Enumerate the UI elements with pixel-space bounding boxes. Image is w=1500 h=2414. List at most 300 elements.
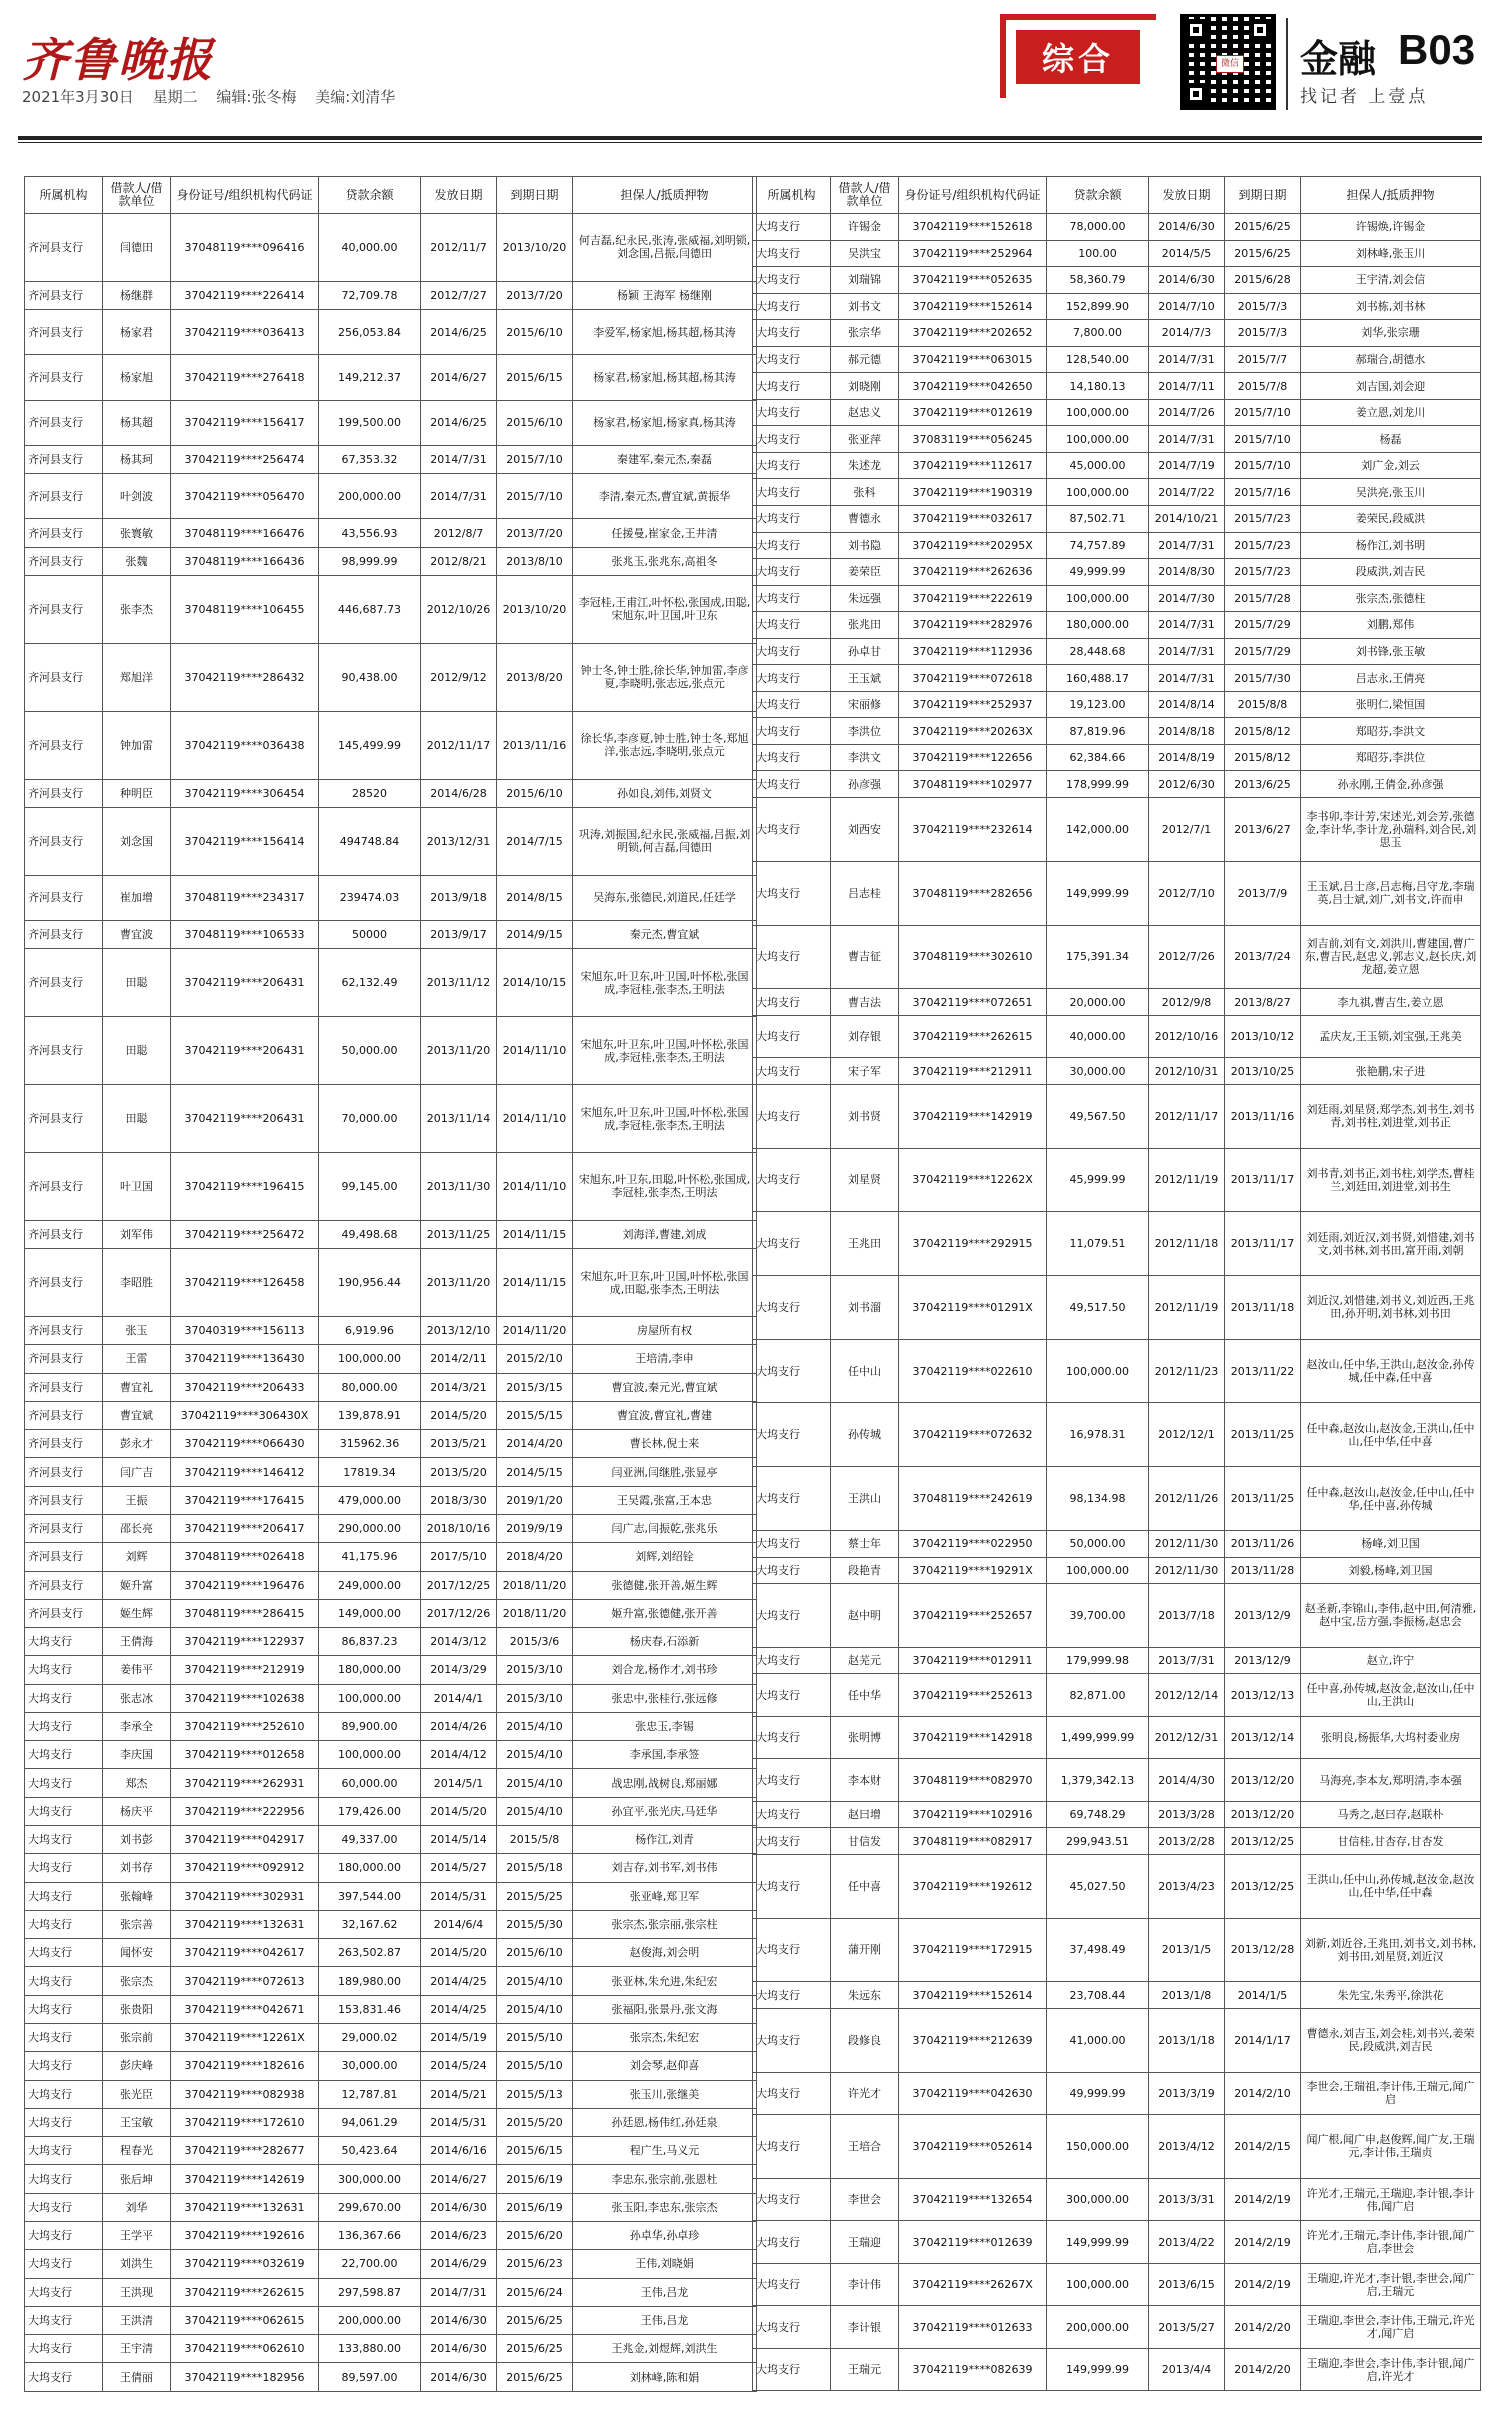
table-row xyxy=(753,2072,1481,2114)
table-cell: 479,000.00 xyxy=(319,1486,421,1514)
table-cell: 2015/5/13 xyxy=(497,2080,573,2108)
table-cell: 37042119****152614 xyxy=(899,293,1047,320)
table-cell: 许锡焕,许锡金 xyxy=(1301,214,1481,241)
table-cell: 刘存银 xyxy=(831,1015,899,1057)
table-cell: 大坞支行 xyxy=(753,293,831,320)
table-cell: 32,167.62 xyxy=(319,1910,421,1938)
table-row xyxy=(753,585,1481,612)
column-header: 所属机构 xyxy=(25,177,103,214)
table-cell: 2014/7/26 xyxy=(1149,399,1225,426)
table-cell: 37042119****19291X xyxy=(899,1557,1047,1584)
table-cell: 张亚林,朱允进,朱纪宏 xyxy=(573,1967,757,1995)
table-cell: 赵中明 xyxy=(831,1584,899,1648)
table-cell: 149,999.99 xyxy=(1047,861,1149,925)
table-cell: 190,956.44 xyxy=(319,1249,421,1317)
column-header: 身份证号/组织机构代码证 xyxy=(899,177,1047,214)
table-cell: 蔡士年 xyxy=(831,1530,899,1557)
table-cell: 180,000.00 xyxy=(319,1854,421,1882)
table-cell: 大坞支行 xyxy=(753,2178,831,2220)
table-cell: 吕志永,王倩亮 xyxy=(1301,665,1481,692)
table-cell: 2015/3/15 xyxy=(497,1373,573,1401)
table-cell: 2015/7/23 xyxy=(1225,506,1301,533)
table-cell: 37042119****042671 xyxy=(171,1995,319,2023)
table-cell: 2014/2/19 xyxy=(1225,2221,1301,2263)
table-cell: 大坞支行 xyxy=(25,1967,103,1995)
table-cell: 263,502.87 xyxy=(319,1939,421,1967)
table-cell: 37042119****192612 xyxy=(899,1854,1047,1918)
table-cell: 大坞支行 xyxy=(25,2052,103,2080)
table-cell: 87,819.96 xyxy=(1047,718,1149,745)
table-cell: 7,800.00 xyxy=(1047,320,1149,347)
table-cell: 刘书锋,张玉敏 xyxy=(1301,638,1481,665)
table-cell: 钟士冬,钟士胜,徐长华,钟加雷,李彦夏,李晓明,张志远,张点元 xyxy=(573,643,757,711)
table-cell: 王宝敏 xyxy=(103,2108,171,2136)
table-cell: 宋子军 xyxy=(831,1058,899,1085)
table-cell: 37042119****196476 xyxy=(171,1571,319,1599)
table-cell: 杨家君,杨家旭,杨家真,杨其涛 xyxy=(573,400,757,445)
table-cell: 300,000.00 xyxy=(319,2165,421,2193)
table-cell: 李本财 xyxy=(831,1759,899,1801)
table-cell: 赵汝山,任中华,王洪山,赵汝金,孙传城,任中森,任中喜 xyxy=(1301,1339,1481,1403)
table-cell: 446,687.73 xyxy=(319,576,421,644)
table-cell: 37042119****036438 xyxy=(171,711,319,779)
table-cell: 齐河县支行 xyxy=(25,1152,103,1220)
table-cell: 2014/7/31 xyxy=(1149,426,1225,453)
table-cell: 2015/4/10 xyxy=(497,1797,573,1825)
table-cell: 62,384.66 xyxy=(1047,744,1149,771)
table-cell: 大坞支行 xyxy=(25,1882,103,1910)
table-cell: 100,000.00 xyxy=(1047,2263,1149,2305)
table-cell: 刘西安 xyxy=(831,798,899,862)
table-cell: 37042119****072632 xyxy=(899,1403,1047,1467)
table-cell: 刘辉,刘绍铨 xyxy=(573,1543,757,1571)
table-cell: 2014/2/11 xyxy=(421,1345,497,1373)
table-row xyxy=(753,798,1481,862)
table-cell: 2014/4/25 xyxy=(421,1995,497,2023)
table-cell: 2014/7/31 xyxy=(1149,346,1225,373)
table-row xyxy=(753,691,1481,718)
table-cell: 2012/7/1 xyxy=(1149,798,1225,862)
table-cell: 大坞支行 xyxy=(25,2335,103,2363)
table-cell: 20,000.00 xyxy=(1047,989,1149,1016)
section-tab: 综合 xyxy=(1016,30,1140,84)
table-cell: 曹德永,刘吉玉,刘会桂,刘书兴,姜荣民,段威洪,刘吉民 xyxy=(1301,2008,1481,2072)
table-cell: 2014/6/25 xyxy=(421,400,497,445)
table-cell: 2013/10/25 xyxy=(1225,1058,1301,1085)
table-cell: 刘鹏,郑伟 xyxy=(1301,612,1481,639)
table-cell: 李世会,王瑞祖,李计伟,王瑞元,闻广启 xyxy=(1301,2072,1481,2114)
table-cell: 2014/2/20 xyxy=(1225,2306,1301,2348)
table-cell: 37042119****052635 xyxy=(899,267,1047,294)
table-header-row xyxy=(753,177,1481,214)
table-cell: 大坞支行 xyxy=(25,1712,103,1740)
table-cell: 孙廷恩,杨伟红,孙廷泉 xyxy=(573,2108,757,2136)
table-cell: 崔加增 xyxy=(103,875,171,920)
table-cell: 37042119****206417 xyxy=(171,1514,319,1542)
table-cell: 2013/11/22 xyxy=(1225,1339,1301,1403)
table-cell: 100,000.00 xyxy=(1047,1557,1149,1584)
table-cell: 大坞支行 xyxy=(753,532,831,559)
table-cell: 吕志桂 xyxy=(831,861,899,925)
table-cell: 37042119****112617 xyxy=(899,452,1047,479)
table-cell: 2012/12/14 xyxy=(1149,1674,1225,1716)
table-cell: 2015/6/25 xyxy=(497,2363,573,2391)
table-cell: 杨作江,刘书明 xyxy=(1301,532,1481,559)
table-cell: 37042119****012639 xyxy=(899,2221,1047,2263)
table-cell: 2014/6/4 xyxy=(421,1910,497,1938)
table-row xyxy=(753,1828,1481,1855)
table-cell: 100,000.00 xyxy=(1047,399,1149,426)
table-cell: 2013/8/20 xyxy=(497,643,573,711)
table-row xyxy=(25,2108,757,2136)
column-header: 发放日期 xyxy=(421,177,497,214)
table-cell: 40,000.00 xyxy=(319,214,421,282)
table-cell: 彭庆峰 xyxy=(103,2052,171,2080)
table-cell: 王兆金,刘煜辉,刘洪生 xyxy=(573,2335,757,2363)
table-row xyxy=(753,638,1481,665)
table-row xyxy=(25,1599,757,1627)
table-cell: 89,597.00 xyxy=(319,2363,421,2391)
table-cell: 2015/6/25 xyxy=(497,2335,573,2363)
table-cell: 100,000.00 xyxy=(1047,479,1149,506)
table-cell: 37048119****286415 xyxy=(171,1599,319,1627)
table-cell: 28,448.68 xyxy=(1047,638,1149,665)
table-cell: 2013/7/20 xyxy=(497,281,573,309)
table-cell: 2013/11/25 xyxy=(1225,1467,1301,1531)
table-cell: 大坞支行 xyxy=(753,214,831,241)
table-cell: 大坞支行 xyxy=(25,2137,103,2165)
table-cell: 37042119****206431 xyxy=(171,949,319,1017)
table-cell: 李爱军,杨家旭,杨其超,杨其涛 xyxy=(573,310,757,355)
table-cell: 100,000.00 xyxy=(1047,1339,1149,1403)
table-cell: 2014/7/31 xyxy=(1149,612,1225,639)
table-cell: 37042119****072613 xyxy=(171,1967,319,1995)
table-cell: 37042119****092912 xyxy=(171,1854,319,1882)
table-cell: 2014/2/15 xyxy=(1225,2115,1301,2179)
table-cell: 齐河县支行 xyxy=(25,400,103,445)
table-row xyxy=(25,779,757,807)
issue-date: 2021年3月30日 xyxy=(22,88,134,106)
table-cell: 张宗华 xyxy=(831,320,899,347)
table-cell: 刘洪生 xyxy=(103,2250,171,2278)
table-cell: 100,000.00 xyxy=(319,1345,421,1373)
table-cell: 86,837.23 xyxy=(319,1628,421,1656)
table-cell: 大坞支行 xyxy=(753,1982,831,2009)
table-cell: 大坞支行 xyxy=(753,399,831,426)
table-cell: 30,000.00 xyxy=(319,2052,421,2080)
table-cell: 2015/7/16 xyxy=(1225,479,1301,506)
table-cell: 孙卓华,孙卓珍 xyxy=(573,2221,757,2249)
table-row xyxy=(25,711,757,779)
table-cell: 巩涛,刘振国,纪永民,张威福,吕振,刘明锁,何吉磊,闫德田 xyxy=(573,807,757,875)
table-cell: 2014/5/15 xyxy=(497,1458,573,1486)
table-cell: 秦元杰,曹宜斌 xyxy=(573,921,757,949)
table-row xyxy=(25,2165,757,2193)
table-cell: 吴洪宝 xyxy=(831,240,899,267)
table-cell: 姜立恩,刘龙川 xyxy=(1301,399,1481,426)
table-cell: 2015/4/10 xyxy=(497,1967,573,1995)
table-cell: 大坞支行 xyxy=(753,2221,831,2263)
table-cell: 2014/11/10 xyxy=(497,1152,573,1220)
table-row xyxy=(753,2263,1481,2305)
table-cell: 37042119****192616 xyxy=(171,2221,319,2249)
table-cell: 王瑞迎,李世会,李计伟,李计银,闻广启,许光才 xyxy=(1301,2348,1481,2390)
table-cell: 朱述龙 xyxy=(831,452,899,479)
table-row xyxy=(753,1759,1481,1801)
table-cell: 2014/2/19 xyxy=(1225,2178,1301,2220)
table-cell: 大坞支行 xyxy=(753,2263,831,2305)
table-cell: 37048119****234317 xyxy=(171,875,319,920)
table-cell: 37048119****282656 xyxy=(899,861,1047,925)
table-cell: 2012/11/30 xyxy=(1149,1530,1225,1557)
table-cell: 37042119****196415 xyxy=(171,1152,319,1220)
table-cell: 齐河县支行 xyxy=(25,519,103,547)
table-cell: 曹宜波 xyxy=(103,921,171,949)
table-cell: 2015/5/25 xyxy=(497,1882,573,1910)
table-row xyxy=(25,310,757,355)
table-cell: 杨磊 xyxy=(1301,426,1481,453)
table-cell: 大坞支行 xyxy=(753,2115,831,2179)
table-row xyxy=(753,1801,1481,1828)
table-cell: 37042119****042650 xyxy=(899,373,1047,400)
table-cell: 37042119****042617 xyxy=(171,1939,319,1967)
table-cell: 2013/12/10 xyxy=(421,1316,497,1344)
table-cell: 大坞支行 xyxy=(753,373,831,400)
table-row xyxy=(25,1085,757,1153)
table-cell: 2015/6/15 xyxy=(497,355,573,400)
table-row xyxy=(753,744,1481,771)
table-cell: 37042119****022950 xyxy=(899,1530,1047,1557)
table-cell: 张兆田 xyxy=(831,612,899,639)
table-cell: 2013/10/20 xyxy=(497,214,573,282)
table-cell: 2014/6/30 xyxy=(1149,214,1225,241)
table-cell: 张明博 xyxy=(831,1716,899,1758)
table-cell: 2013/2/28 xyxy=(1149,1828,1225,1855)
table-cell: 大坞支行 xyxy=(25,1628,103,1656)
table-row xyxy=(753,452,1481,479)
table-cell: 刘廷雨,刘近汉,刘书贤,刘惜建,刘书文,刘书林,刘书田,富开雨,刘朝 xyxy=(1301,1212,1481,1276)
table-cell: 2015/6/25 xyxy=(1225,240,1301,267)
table-cell: 张志冰 xyxy=(103,1684,171,1712)
table-cell: 37042119****036413 xyxy=(171,310,319,355)
table-cell: 2014/6/30 xyxy=(421,2193,497,2221)
table-cell: 70,000.00 xyxy=(319,1085,421,1153)
table-cell: 37048119****166436 xyxy=(171,547,319,575)
table-cell: 37042119****022610 xyxy=(899,1339,1047,1403)
table-cell: 37042119****042917 xyxy=(171,1826,319,1854)
table-row xyxy=(25,2278,757,2306)
table-cell: 杨庆春,石添新 xyxy=(573,1628,757,1656)
table-cell: 刘华,张宗珊 xyxy=(1301,320,1481,347)
table-row xyxy=(25,2363,757,2391)
table-cell: 齐河县支行 xyxy=(25,807,103,875)
table-cell: 张贵阳 xyxy=(103,1995,171,2023)
table-cell: 钟加雷 xyxy=(103,711,171,779)
table-cell: 37042119****156417 xyxy=(171,400,319,445)
table-row xyxy=(753,718,1481,745)
table-cell: 王玉斌 xyxy=(831,665,899,692)
table-cell: 37042119****206431 xyxy=(171,1017,319,1085)
table-cell: 张宗杰 xyxy=(103,1967,171,1995)
table-cell: 刘新,刘近谷,王兆田,刘书文,刘书林,刘书田,刘星贤,刘近汉 xyxy=(1301,1918,1481,1982)
table-cell: 2014/6/30 xyxy=(421,2306,497,2334)
table-row xyxy=(753,1584,1481,1648)
table-cell: 任中华 xyxy=(831,1674,899,1716)
table-cell: 张亚峰,郑卫军 xyxy=(573,1882,757,1910)
table-cell: 李冠桂,王甫江,叶怀松,张国成,田聪,宋旭东,叶卫国,叶卫东 xyxy=(573,576,757,644)
table-cell: 2015/8/12 xyxy=(1225,718,1301,745)
table-cell: 200,000.00 xyxy=(319,2306,421,2334)
table-cell: 张福阳,张景丹,张文海 xyxy=(573,1995,757,2023)
table-row xyxy=(25,1741,757,1769)
table-cell: 2014/9/15 xyxy=(497,921,573,949)
table-cell: 王培合 xyxy=(831,2115,899,2179)
table-cell: 12,787.81 xyxy=(319,2080,421,2108)
table-cell: 许光才,王瑞元,李计伟,李计银,闻广启,李世会 xyxy=(1301,2221,1481,2263)
table-cell: 37042119****206431 xyxy=(171,1085,319,1153)
table-cell: 60,000.00 xyxy=(319,1769,421,1797)
table-row xyxy=(753,1276,1481,1340)
table-cell: 王雷 xyxy=(103,1345,171,1373)
table-cell: 齐河县支行 xyxy=(25,355,103,400)
table-cell: 大坞支行 xyxy=(753,1716,831,1758)
table-cell: 张李杰 xyxy=(103,576,171,644)
table-cell: 许锡金 xyxy=(831,214,899,241)
table-cell: 徐长华,李彦夏,钟士胜,钟士冬,郑旭洋,张志远,李晓明,张点元 xyxy=(573,711,757,779)
table-cell: 2013/11/17 xyxy=(1225,1212,1301,1276)
table-cell: 2013/9/17 xyxy=(421,921,497,949)
table-cell: 2014/11/15 xyxy=(497,1220,573,1248)
table-cell: 82,871.00 xyxy=(1047,1674,1149,1716)
table-cell: 2012/9/12 xyxy=(421,643,497,711)
table-cell: 许光才 xyxy=(831,2072,899,2114)
table-cell: 齐河县支行 xyxy=(25,1249,103,1317)
table-cell: 2015/7/30 xyxy=(1225,665,1301,692)
table-cell: 2013/8/27 xyxy=(1225,989,1301,1016)
table-cell: 2014/5/20 xyxy=(421,1401,497,1429)
table-cell: 37042119****012658 xyxy=(171,1741,319,1769)
table-cell: 李计银 xyxy=(831,2306,899,2348)
table-cell: 2015/7/29 xyxy=(1225,638,1301,665)
table-cell: 2014/7/22 xyxy=(1149,479,1225,506)
qr-label: 微信 xyxy=(1216,55,1244,73)
table-row xyxy=(25,1249,757,1317)
table-cell: 张明良,杨振华,大坞村委业房 xyxy=(1301,1716,1481,1758)
table-cell: 2014/7/3 xyxy=(1149,320,1225,347)
table-cell: 2014/6/23 xyxy=(421,2221,497,2249)
table-cell: 2014/10/21 xyxy=(1149,506,1225,533)
table-cell: 李洪文 xyxy=(831,744,899,771)
table-row xyxy=(753,1918,1481,1982)
table-cell: 李书卯,李计芳,宋述光,刘会芳,张德金,李计华,李计龙,孙瑞科,刘合民,刘思玉 xyxy=(1301,798,1481,862)
table-cell: 23,708.44 xyxy=(1047,1982,1149,2009)
table-row xyxy=(25,2193,757,2221)
table-cell: 大坞支行 xyxy=(753,989,831,1016)
dateline xyxy=(22,86,409,107)
table-cell: 2014/8/18 xyxy=(1149,718,1225,745)
table-cell: 闻广根,闻广申,赵俊辉,闻广友,王瑞元,李计伟,王瑞贞 xyxy=(1301,2115,1481,2179)
table-cell: 孙宜平,张光庆,马廷华 xyxy=(573,1797,757,1825)
table-cell: 37042119****172610 xyxy=(171,2108,319,2136)
table-cell: 齐河县支行 xyxy=(25,310,103,355)
table-cell: 刘军伟 xyxy=(103,1220,171,1248)
table-cell: 张亚萍 xyxy=(831,426,899,453)
table-cell: 宋旭东,叶卫东,叶卫国,叶怀松,张国成,田聪,张李杰,王明法 xyxy=(573,1249,757,1317)
table-cell: 2014/8/14 xyxy=(1149,691,1225,718)
header-divider xyxy=(1286,18,1288,110)
table-cell: 2013/7/20 xyxy=(497,519,573,547)
table-cell: 2012/10/31 xyxy=(1149,1058,1225,1085)
table-cell: 2012/9/8 xyxy=(1149,989,1225,1016)
table-cell: 齐河县支行 xyxy=(25,1220,103,1248)
table-cell: 田聪 xyxy=(103,1085,171,1153)
table-cell: 大坞支行 xyxy=(25,2363,103,2391)
table-cell: 张宗杰,张宗丽,张宗柱 xyxy=(573,1910,757,1938)
table-cell: 张德健,张开善,姬生辉 xyxy=(573,1571,757,1599)
table-cell: 40,000.00 xyxy=(1047,1015,1149,1057)
table-cell: 300,000.00 xyxy=(1047,2178,1149,2220)
table-cell: 2013/5/27 xyxy=(1149,2306,1225,2348)
table-cell: 2013/3/28 xyxy=(1149,1801,1225,1828)
table-row xyxy=(753,1647,1481,1674)
table-cell: 大坞支行 xyxy=(25,1826,103,1854)
table-cell: 齐河县支行 xyxy=(25,1486,103,1514)
table-row xyxy=(753,925,1481,989)
table-cell: 74,757.89 xyxy=(1047,532,1149,559)
table-cell: 大坞支行 xyxy=(753,612,831,639)
table-cell: 2014/5/20 xyxy=(421,1797,497,1825)
table-cell: 彭永才 xyxy=(103,1430,171,1458)
table-cell: 30,000.00 xyxy=(1047,1058,1149,1085)
table-row xyxy=(25,2335,757,2363)
table-cell: 2013/7/31 xyxy=(1149,1647,1225,1674)
table-cell: 37042119****202652 xyxy=(899,320,1047,347)
table-cell: 大坞支行 xyxy=(753,2348,831,2390)
table-cell: 2014/8/30 xyxy=(1149,559,1225,586)
table-cell: 94,061.29 xyxy=(319,2108,421,2136)
table-cell: 赵曰增 xyxy=(831,1801,899,1828)
table-cell: 刘书存 xyxy=(103,1854,171,1882)
table-cell: 刘晓刚 xyxy=(831,373,899,400)
table-row xyxy=(753,1015,1481,1057)
table-cell: 齐河县支行 xyxy=(25,643,103,711)
table-cell: 王伟,吕龙 xyxy=(573,2278,757,2306)
table-cell: 37042119****276418 xyxy=(171,355,319,400)
table-cell: 14,180.13 xyxy=(1047,373,1149,400)
table-cell: 2018/11/20 xyxy=(497,1571,573,1599)
table-row xyxy=(25,1486,757,1514)
table-cell: 2015/6/23 xyxy=(497,2250,573,2278)
table-cell: 曹长林,倪士来 xyxy=(573,1430,757,1458)
table-cell: 37042119****066430 xyxy=(171,1430,319,1458)
table-cell: 齐河县支行 xyxy=(25,949,103,1017)
table-cell: 王玉斌,吕士彦,吕志梅,吕守龙,李瑞英,吕士斌,刘广,刘书文,许而申 xyxy=(1301,861,1481,925)
table-cell: 2015/5/15 xyxy=(497,1401,573,1429)
table-cell: 2013/11/16 xyxy=(1225,1084,1301,1148)
table-row xyxy=(25,400,757,445)
table-row xyxy=(25,547,757,575)
table-row xyxy=(25,1316,757,1344)
table-cell: 41,175.96 xyxy=(319,1543,421,1571)
table-cell: 刘辉 xyxy=(103,1543,171,1571)
table-cell: 王振 xyxy=(103,1486,171,1514)
table-cell: 程春光 xyxy=(103,2137,171,2165)
table-cell: 刘星贤 xyxy=(831,1148,899,1212)
table-row xyxy=(25,2024,757,2052)
table-cell: 37042119****052614 xyxy=(899,2115,1047,2179)
table-cell: 郑昭芬,李洪文 xyxy=(1301,718,1481,745)
table-cell: 田聪 xyxy=(103,949,171,1017)
